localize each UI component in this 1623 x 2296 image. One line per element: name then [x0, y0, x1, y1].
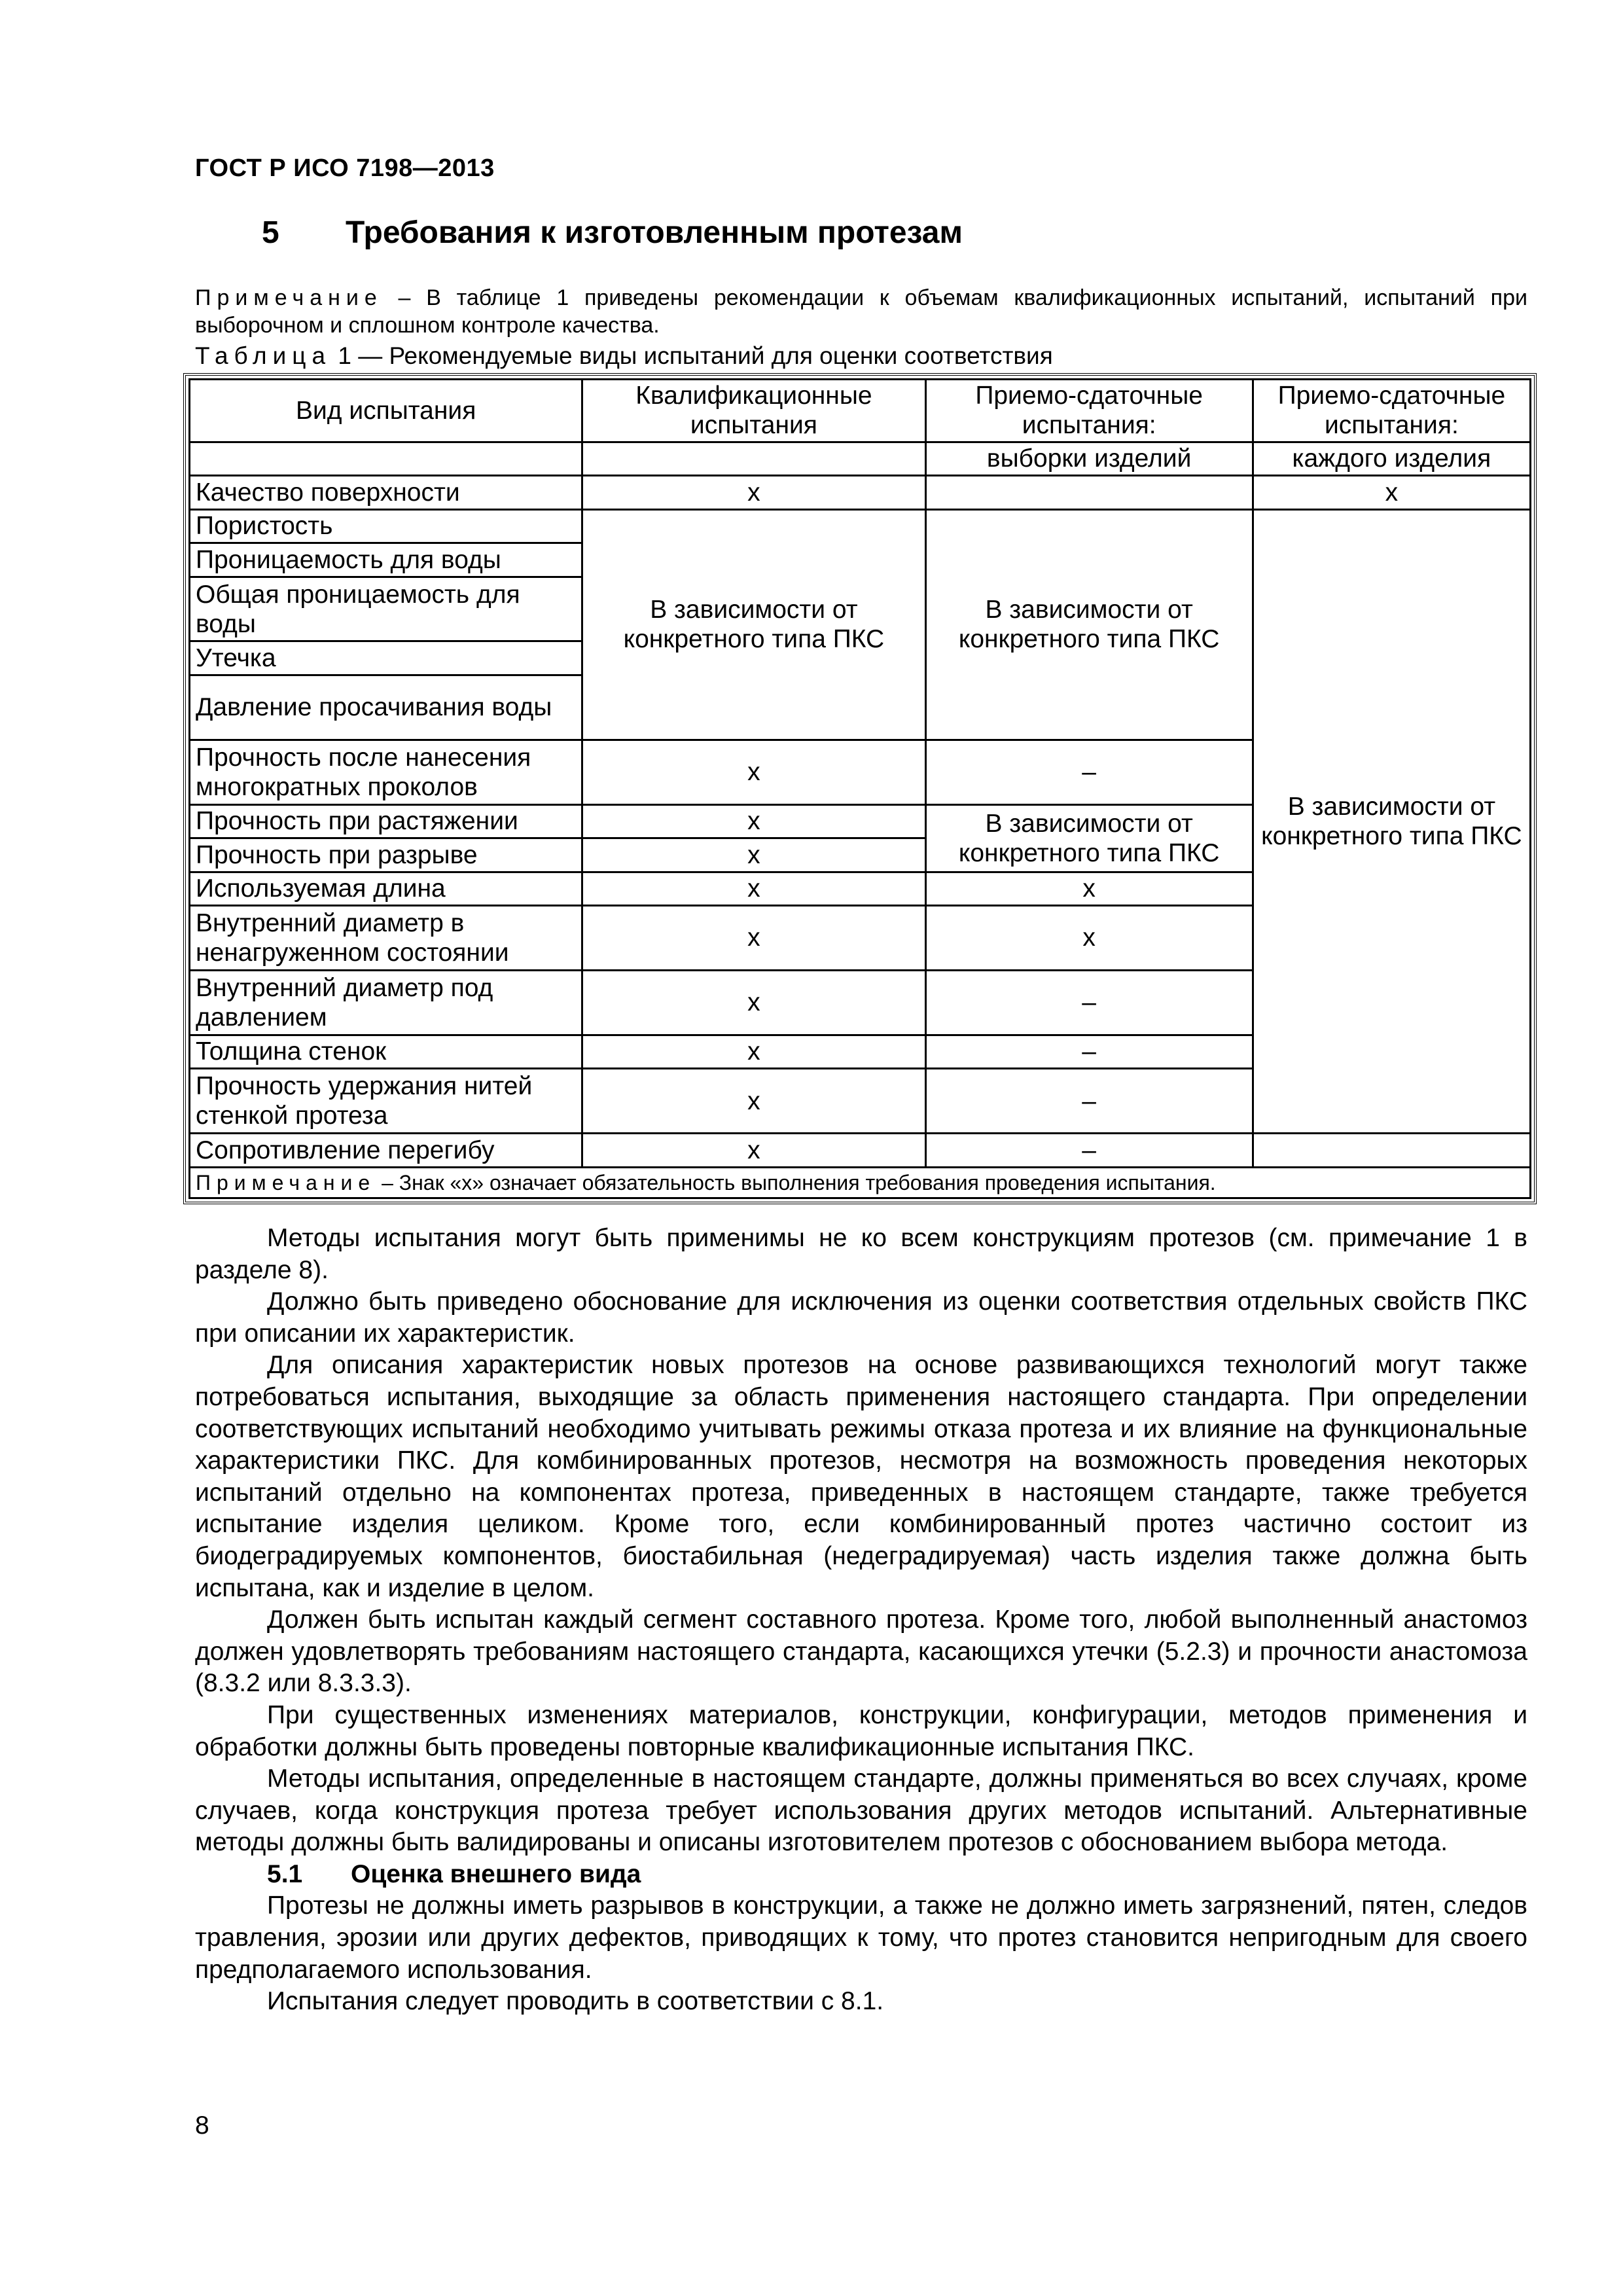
table-note: [190, 1167, 1531, 1198]
col-header-acceptance-each: Приемо-сдаточные испытания:: [1253, 380, 1530, 442]
table-row: [190, 1134, 1531, 1167]
sample-mark: [925, 476, 1253, 509]
paragraph: Методы испытания, определенные в настоящем стандарте, должны применяться во всех случаях, кроме случаев, когда конструкция протеза требует использования других методов испытаний. Альтернативные методы должны быть валидированы и описаны изготовителем протезов с обоснованием выбора метода.: [195, 1765, 1527, 1857]
test-name: Прочность удержания нитей стенкой протеза: [190, 1069, 582, 1134]
intro-note-label: Примечание: [195, 285, 383, 310]
table-caption: [195, 342, 1053, 370]
sample-merged-cell: В зависимости от конкретного типа ПКС: [925, 509, 1253, 740]
paragraph: Для описания характеристик новых протезов на основе развивающихся технологий могут также потребоваться испытания, выходящие за область применения настоящего стандарта. При определении соответствующих испытаний необходимо учитывать режимы отказа протеза и их влияние на функциональные характеристики ПКС. Для комбинированных протезов, несмотря на возможность проведения некоторых испытаний отдельно на компонентах протеза, приведенных в настоящем стандарте, также требуется испытание изделия целиком. Кроме того, если комбинированный протез частично состоит из биодеградируемых компонентов, биостабильная (недеградируемая) часть изделия также должна быть испытана, как и изделие в целом.: [195, 1351, 1527, 1602]
table-caption-text: 1 — Рекомендуемые виды испытаний для оценки соответствия: [331, 342, 1053, 369]
test-name: Утечка: [190, 641, 582, 675]
col-subheader-empty: [190, 442, 582, 475]
each-mark: x: [1253, 476, 1530, 509]
table-caption-label: Таблица: [195, 342, 332, 369]
col-header-acceptance-sample: Приемо-сдаточные испытания:: [925, 380, 1253, 442]
sample-mark: x: [925, 872, 1253, 905]
paragraph: При существенных изменениях материалов, конструкции, конфигурации, методов применения и обработки должны быть проведены повторные квалификационные испытания ПКС.: [195, 1700, 1527, 1761]
qualification-mark: x: [582, 970, 925, 1035]
qualification-mark: x: [582, 838, 925, 872]
col-subheader-empty: [582, 442, 925, 475]
test-name: Давление просачивания воды: [190, 675, 582, 740]
test-name: Внутренний диаметр в ненагруженном состоянии: [190, 906, 582, 971]
sample-mark: –: [925, 1035, 1253, 1068]
table-note-text: – Знак «x» означает обязательность выполнения требования проведения испытания.: [376, 1170, 1216, 1194]
test-name: Общая проницаемость для воды: [190, 577, 582, 641]
paragraph: Протезы не должны иметь разрывов в конструкции, а также не должно иметь загрязнений, пятен, следов травления, эрозии или других дефектов, приводящих к тому, что протез становится непригодным для своего предполагаемого использования.: [195, 1892, 1527, 1984]
intro-note-text: – В таблице 1 приведены рекомендации к объемам квалификационных испытаний, испытаний при выборочном и сплошном контроле качества.: [195, 285, 1527, 338]
qualification-mark: x: [582, 906, 925, 971]
col-subheader-sample: выборки изделий: [925, 442, 1253, 475]
subsection-title: [195, 1859, 1527, 1891]
subsection-number: 5.1: [267, 1859, 303, 1888]
paragraph: Должно быть приведено обоснование для исключения из оценки соответствия отдельных свойств ПКС при описании их характеристик.: [195, 1287, 1527, 1348]
document-code: ГОСТ Р ИСО 7198—2013: [195, 154, 495, 182]
paragraph: Испытания следует проводить в соответствии с 8.1.: [267, 1987, 884, 2016]
test-name: Сопротивление перегибу: [190, 1134, 582, 1167]
qualification-mark: x: [582, 1035, 925, 1068]
test-name: Прочность при растяжении: [190, 804, 582, 838]
section-title-text: Требования к изготовленным протезам: [346, 215, 963, 250]
qualification-merged-cell: В зависимости от конкретного типа ПКС: [582, 509, 925, 740]
qualification-mark: x: [582, 1069, 925, 1134]
sample-mark: –: [925, 1134, 1253, 1167]
table-subheader-row: [190, 442, 1531, 475]
test-name: Толщина стенок: [190, 1035, 582, 1068]
test-name: Используемая длина: [190, 872, 582, 905]
paragraph: Методы испытания могут быть применимы не ко всем конструкциям протезов (см. примечание 1 в разделе 8).: [195, 1224, 1527, 1284]
qualification-mark: x: [582, 872, 925, 905]
col-header-test: Вид испытания: [190, 380, 582, 442]
sample-mark: –: [925, 740, 1253, 804]
intro-note: [195, 284, 1527, 339]
qualification-mark: x: [582, 1134, 925, 1167]
col-subheader-each: каждого изделия: [1253, 442, 1530, 475]
each-merged-cell: В зависимости от конкретного типа ПКС: [1253, 509, 1530, 1133]
table-note-row: [190, 1167, 1531, 1198]
test-name: Прочность после нанесения многократных проколов: [190, 740, 582, 804]
table-header-row: [190, 380, 1531, 442]
qualification-mark: x: [582, 740, 925, 804]
sample-mark: –: [925, 970, 1253, 1035]
test-name: Качество поверхности: [190, 476, 582, 509]
col-header-qualification: Квалификационные испытания: [582, 380, 925, 442]
qualification-mark: x: [582, 804, 925, 838]
qualification-mark: x: [582, 476, 925, 509]
table-row: [190, 476, 1531, 509]
test-name: Проницаемость для воды: [190, 543, 582, 577]
test-name: Пористость: [190, 509, 582, 543]
subsection-title-text: Оценка внешнего вида: [351, 1859, 641, 1888]
sample-mark: x: [925, 906, 1253, 971]
page-number: 8: [195, 2111, 209, 2140]
section-number: 5: [262, 215, 279, 250]
sample-merged-cell: В зависимости от конкретного типа ПКС: [925, 804, 1253, 872]
test-name: Прочность при разрыве: [190, 838, 582, 872]
each-mark-empty: [1253, 1134, 1530, 1167]
table-row: [190, 509, 1531, 543]
paragraph: Должен быть испытан каждый сегмент составного протеза. Кроме того, любой выполненный анастомоз должен удовлетворять требованиям настоящего стандарта, касающихся утечки (5.2.3) и прочности анастомоза (8.3.2 или 8.3.3.3).: [195, 1605, 1527, 1698]
body-text: [195, 1223, 1527, 2018]
test-name: Внутренний диаметр под давлением: [190, 970, 582, 1035]
tests-table-frame: [183, 373, 1537, 1204]
section-title: [262, 215, 963, 251]
sample-mark: –: [925, 1069, 1253, 1134]
table-note-label: Примечание: [196, 1170, 376, 1194]
tests-table: [188, 378, 1531, 1199]
